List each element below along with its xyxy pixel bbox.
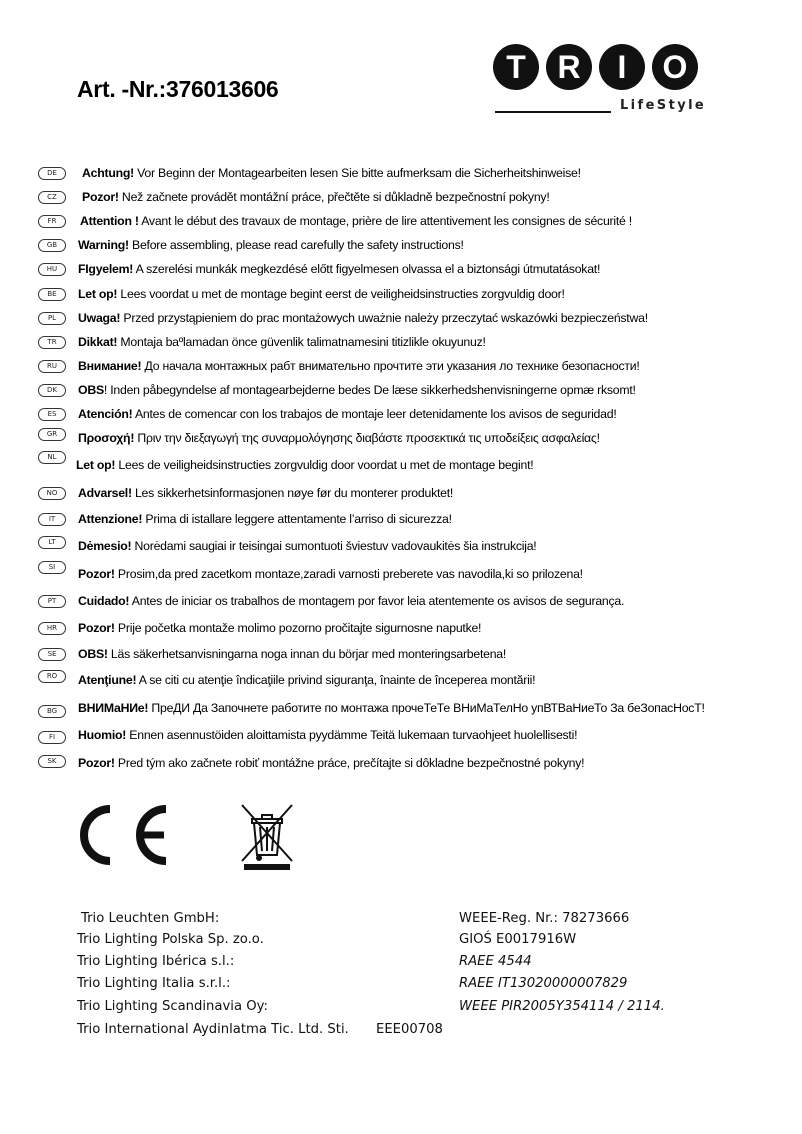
language-badge: LT bbox=[38, 536, 66, 549]
warning-label: Dikkat! bbox=[78, 335, 118, 349]
warning-label: Pozor! bbox=[78, 756, 115, 770]
warning-text: Pred tým ako začnete robiť montážne práce, prečítajte si dôkladne bezpečnostné pokyny! bbox=[114, 756, 585, 770]
language-badge: SE bbox=[38, 648, 66, 661]
warning-label: Dėmesio! bbox=[78, 539, 132, 553]
warning-label: OBS! bbox=[78, 647, 108, 661]
language-badge: NL bbox=[38, 451, 66, 464]
logo-line bbox=[495, 111, 611, 113]
logo-subtitle: LifeStyle bbox=[620, 98, 707, 113]
warning-label: Προσοχή! bbox=[78, 431, 135, 445]
language-badge: NO bbox=[38, 487, 66, 500]
language-badge: GR bbox=[38, 428, 66, 441]
language-badge: HR bbox=[38, 622, 66, 635]
warning-text: Läs säkerhetsanvisningarna noga innan du börjar med monteringsarbetena! bbox=[107, 647, 507, 661]
language-badge: RO bbox=[38, 670, 66, 683]
warning-text: Antes de comencar con los trabajos de montaje leer detenidamente los avisos de seguridad! bbox=[132, 407, 617, 421]
language-badge: ES bbox=[38, 408, 66, 421]
language-badge: GB bbox=[38, 239, 66, 252]
warning-text: Prosim,da pred zacetkom montaze,zaradi varnosti preberete vas navodila,ki so prilozena! bbox=[114, 567, 583, 581]
warning-text: ! Inden påbegyndelse af montagearbejderne bedes De læse sikkerhedshenvisningerne opmæ rksomt! bbox=[103, 383, 636, 397]
language-badge: HU bbox=[38, 263, 66, 276]
language-badge: SK bbox=[38, 755, 66, 768]
warning-text: До начала монтажных рабт внимательно прочтите эти указания ло технике безопасности! bbox=[141, 359, 640, 373]
trio-lifestyle-logo bbox=[490, 38, 722, 128]
registration-number: WEEE-Reg. Nr.: 78273666 bbox=[459, 911, 630, 926]
warning-text: Lees voordat u met de montage begint eerst de veiligheidsinstructies zorgvuldig door! bbox=[117, 287, 565, 301]
warning-label: Pozor! bbox=[82, 190, 119, 204]
warning-label: FIgyelem! bbox=[78, 262, 134, 276]
warning-text: Montaja baºlamadan önce güvenlik talimatnamesini titizlikle okuyunuz! bbox=[117, 335, 486, 349]
language-badge: SI bbox=[38, 561, 66, 574]
language-badge: FI bbox=[38, 731, 66, 744]
warning-text: Prima di istallare leggere attentamente l’arriso di sicurezza! bbox=[142, 512, 452, 526]
warning-text: Lees de veiligheidsinstructies zorgvuldig door voordat u met de montage begint! bbox=[115, 458, 534, 472]
language-badge: FR bbox=[38, 215, 66, 228]
warning-label: Atención! bbox=[78, 407, 133, 421]
language-badge: RU bbox=[38, 360, 66, 373]
warning-label: Pozor! bbox=[78, 567, 115, 581]
registration-number: WEEE PIR2005Y354114 / 2114. bbox=[459, 999, 665, 1014]
warning-text: Avant le début des travaux de montage, prière de lire attentivement les consignes de sécurité ! bbox=[138, 214, 632, 228]
language-badge: PL bbox=[38, 312, 66, 325]
warning-label: OBS bbox=[78, 383, 104, 397]
warning-label: Attenzione! bbox=[78, 512, 143, 526]
warning-label: Let op! bbox=[76, 458, 116, 472]
warning-text: Les sikkerhetsinformasjonen nøye før du monterer produktet! bbox=[131, 486, 454, 500]
warning-text: Przed przystąpieniem do prac montażowych uważnie należy przeczytać wskazówki bezpieczeństwa! bbox=[120, 311, 648, 325]
ce-mark-icon bbox=[80, 805, 176, 865]
crossed-out-wheelie-bin-icon bbox=[240, 803, 296, 871]
language-badge: BE bbox=[38, 288, 66, 301]
warning-label: Attention ! bbox=[80, 214, 139, 228]
language-badge: PT bbox=[38, 595, 66, 608]
language-badge: TR bbox=[38, 336, 66, 349]
registration-number: EEE00708 bbox=[376, 1022, 443, 1037]
registration-number: GIOŚ E0017916W bbox=[459, 932, 577, 947]
warning-text: Πριν την διεξαγωγή της συναρμολόγησης διαβάστε προσεκτικά τις υποδείξεις ασφαλείας! bbox=[134, 431, 600, 445]
company-name: Trio Lighting Scandinavia Oy: bbox=[77, 999, 268, 1014]
warning-label: Huomio! bbox=[78, 728, 127, 742]
warning-label: Cuidado! bbox=[78, 594, 130, 608]
warning-label: Let op! bbox=[78, 287, 118, 301]
language-badge: DK bbox=[38, 384, 66, 397]
warning-text: Než začnete provádět montážní práce, přečtěte si důkladně bezpečnostní pokyny! bbox=[118, 190, 550, 204]
warning-text: A szerelési munkák megkezdésé előtt figyelmesen olvassa el a biztonsági útmutatásokat! bbox=[133, 262, 601, 276]
warning-text: Prije početka montaže molimo pozorno pročitajte sigurnosne naputke! bbox=[114, 621, 482, 635]
logo-letter-o: O bbox=[652, 44, 698, 90]
warning-label: Pozor! bbox=[78, 621, 115, 635]
warning-text: Before assembling, please read carefully the safety instructions! bbox=[128, 238, 464, 252]
warning-label: Achtung! bbox=[82, 166, 134, 180]
company-name: Trio Lighting Polska Sp. zo.o. bbox=[77, 932, 264, 947]
registration-number: RAEE 4544 bbox=[459, 954, 532, 969]
warning-label: Внимание! bbox=[78, 359, 142, 373]
company-name: Trio Lighting Ibérica s.l.: bbox=[77, 954, 235, 969]
logo-letter-i: I bbox=[599, 44, 645, 90]
warning-text: Norėdami saugiai ir teisingai sumontuoti šviestuv vadovaukitės šia instrukcija! bbox=[131, 539, 537, 553]
warning-label: Advarsel! bbox=[78, 486, 132, 500]
registration-number: RAEE IT13020000007829 bbox=[459, 976, 628, 991]
language-badge: BG bbox=[38, 705, 66, 718]
warning-text: ПреДИ Да Започнете работите по монтажа прочеТеТе ВНиМаТелНо упВТВаНиеТо За беЗопасНосТ! bbox=[148, 701, 705, 715]
warning-text: Ennen asennustöiden aloittamista pyydämme Teitä lukemaan turvaohjeet huolellisesti! bbox=[126, 728, 578, 742]
language-badge: DE bbox=[38, 167, 66, 180]
logo-letter-t: T bbox=[493, 44, 539, 90]
warning-text: Antes de iniciar os trabalhos de montagem por favor leia atentemente os avisos de segurança. bbox=[129, 594, 625, 608]
company-name: Trio Lighting Italia s.r.l.: bbox=[77, 976, 231, 991]
warning-text: A se citi cu atenţie îndicaţiile privind siguranţa, înainte de începerea montării! bbox=[136, 673, 536, 687]
warning-label: Uwaga! bbox=[78, 311, 121, 325]
warning-label: Atenţiune! bbox=[78, 673, 137, 687]
logo-letter-r: R bbox=[546, 44, 592, 90]
language-badge: IT bbox=[38, 513, 66, 526]
warning-label: Warning! bbox=[78, 238, 129, 252]
warning-label: ВНИМаНИе! bbox=[78, 701, 149, 715]
language-badge: CZ bbox=[38, 191, 66, 204]
warning-text: Vor Beginn der Montagearbeiten lesen Sie bitte aufmerksam die Sicherheitshinweise! bbox=[133, 166, 581, 180]
company-name: Trio International Aydinlatma Tic. Ltd. Sti. bbox=[77, 1022, 349, 1037]
article-number: Art. -Nr.:376013606 bbox=[77, 76, 279, 102]
company-name: Trio Leuchten GmbH: bbox=[81, 911, 220, 926]
